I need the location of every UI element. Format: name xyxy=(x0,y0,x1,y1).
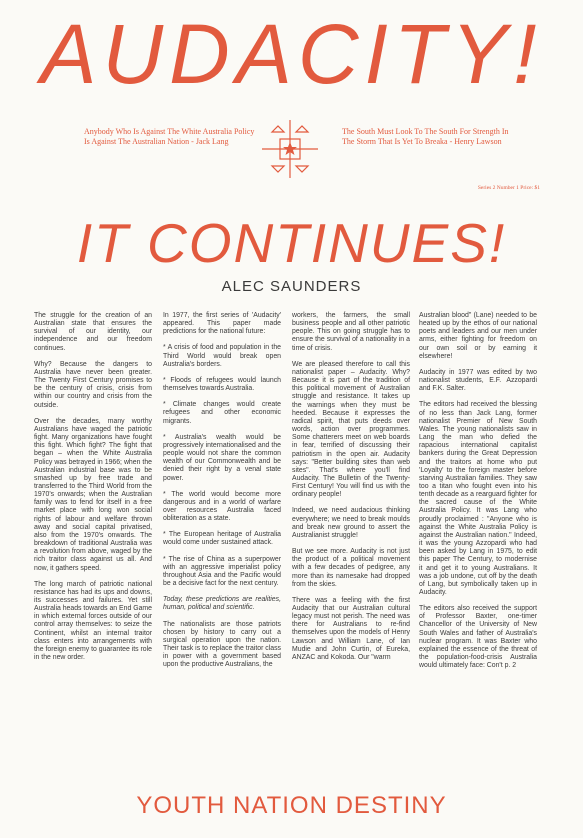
paragraph: Audacity in 1977 was edited by two nationalist students, E.F. Azzopardi and F.K. Salter. xyxy=(419,368,537,393)
paragraph: workers, the farmers, the small business people and all other patriotic people. This on going struggle has to ensure the survival of a nationality in a time of crisis. xyxy=(292,312,410,352)
tagline-left: Anybody Who Is Against The White Australia Policy Is Against The Australian Nation - Jack Lang xyxy=(84,127,255,146)
paragraph: * A crisis of food and population in the Third World would break open Australia's borders. xyxy=(163,344,281,368)
article-byline: ALEC SAUNDERS xyxy=(221,278,362,295)
tagline-right: The South Must Look To The South For Strength In The Storm That Is Yet To Breaka - Henry Lawson xyxy=(342,127,509,146)
article-column-2 xyxy=(163,312,281,677)
paragraph: The struggle for the creation of an Australian state that ensures the survival of our identity, our independence and our freedom continues. xyxy=(34,312,152,352)
paragraph: Why? Because the dangers to Australia have never been greater. The Twenty First Century promises to be the century of crisis, crisis from within our country and crisis from the outside. xyxy=(34,360,152,409)
paragraph: * Climate changes would create refugees and other economic migrants. xyxy=(163,401,281,425)
issue-line: Series 2 Number 1 Price: $1 xyxy=(477,185,540,191)
southern-cross-emblem-icon xyxy=(258,118,322,180)
paragraph: There was a feeling with the first Audacity that our Australian cultural legacy must not perish. The need was there for Australians to re-find themselves upon the models of Henry Lawson and William Lane, of Ian Mudie and John Curtin, of Eureka, ANZAC and Kokoda. Our "warm xyxy=(292,596,410,661)
paragraph: * The European heritage of Australia would come under sustained attack. xyxy=(163,531,281,547)
paragraph: The editors also received the support of Professor Baxter, one-timer Chancellor of the University of New South Wales and father of Australia's nuclear program. It was Baxter who explained the essence of the threat of the population-food-crisis Australia would ultimately face: Con't p. 2 xyxy=(419,605,537,670)
article-column-4 xyxy=(419,312,537,678)
paragraph: The nationalists are those patriots chosen by history to carry out a surgical operation upon the nation. Their task is to replace the traitor class in power with a government based upon the productive Australians, the xyxy=(163,620,281,669)
paragraph: Australian blood" (Lane) needed to be heated up by the ethos of our national poets and leaders and our men under arms, either fighting for freedom on our own soil or by earning it elsewhere! xyxy=(419,312,537,360)
paragraph: Today, these predictions are realities, human, political and scientific. xyxy=(163,596,281,612)
masthead-title: AUDACITY! xyxy=(40,7,543,101)
paragraph: But we see more. Audacity is not just the product of a political movement with a few decades of pedigree, any more than its namesake had dropped from the skies. xyxy=(292,548,410,588)
paragraph: * Floods of refugees would launch themselves towards Australia. xyxy=(163,376,281,393)
paragraph: In 1977, the first series of 'Audacity' appeared. This paper made predictions for the national future: xyxy=(163,312,281,336)
paragraph: * The rise of China as a superpower with an aggressive imperialist policy throughout Asia and the Pacific would be a decisive fact for the next century. xyxy=(163,555,281,588)
paragraph: Indeed, we need audacious thinking everywhere; we need to break moulds and break new ground to assert the Australianist struggle! xyxy=(292,507,410,539)
paragraph: * Australia's wealth would be progressively internationalised and the people would not share the common wealth of our Commonwealth and be denied their right by a venal state power. xyxy=(163,433,281,482)
article-column-1 xyxy=(34,312,152,670)
paragraph: We are pleased therefore to call this nationalist paper – Audacity. Why? Because it is part of the tradition of this political movement of Australian struggle and resistance. It takes up the warnings when they must be heeded. Because it expresses the radical spirit, that puts deeds over words, action over programmes. Some chatterers meet on web boards in fear, terrified of discussing their patriotism in the open air. Audacity says: "Better building sites than web sites". That's where you'll find Audacity. The Bulletin of the Twenty-First Century! You will find us with the ordinary people! xyxy=(292,360,410,499)
article-column-3 xyxy=(292,312,410,670)
paragraph: The editors had received the blessing of no less than Jack Lang, former nationalist Premier of New South Wales. The young nationalists saw in Lang the man who defied the rapacious international capitalist bankers during the Great Depression and the traitors at home who put 'Loyalty' to the foreign master before starving Australian families. They saw too a titan who fought even into his tenth decade as a rearguard fighter for the sacred cause of the White Australia Policy. It was Lang who proudly proclaimed : "Anyone who is against the White Australia Policy is against the Australian nation." Indeed, it was the young Azzopardi who had been asked by Lang in 1975, to edit this paper The Century, to modernise it and get it to young Australians. It was a job undone, cut off by the death of Lang, but symbolically taken up in Audacity. xyxy=(419,401,537,596)
footer-slogan: YOUTH NATION DESTINY xyxy=(136,792,447,819)
paragraph: Over the decades, many worthy Australians have waged the patriotic fight. Many organizations have fought this fight. Which fight? The fight that began – when the White Australia Policy was betrayed in 1966; when the Australian industrial base was to be smashed up by free trade and transferred to the Third World from the 1970's onwards; when the Australian family was to fend for itself in a free market place with long won social rights of labour and welfare thrown away and social capital privatised, also from the 1970's onwards. The breakdown of traditional Australia was a revolution from above, waged by the rich traitor class against us all. And now, it gathers speed. xyxy=(34,417,152,572)
paragraph: * The world would become more dangerous and in a world of warfare over resources Australia faced obliteration as a state. xyxy=(163,490,281,523)
article-headline: IT CONTINUES! xyxy=(76,212,507,274)
paragraph: The long march of patriotic national resistance has had its ups and downs, its successes and failures. Yet still Australia heads towards an End Game in which external forces outside of our control array themselves: to seize the Continent, whilst an internal traitor class enters into arrangements with the foreign enemy to guarantee its role in the new order. xyxy=(34,580,152,662)
